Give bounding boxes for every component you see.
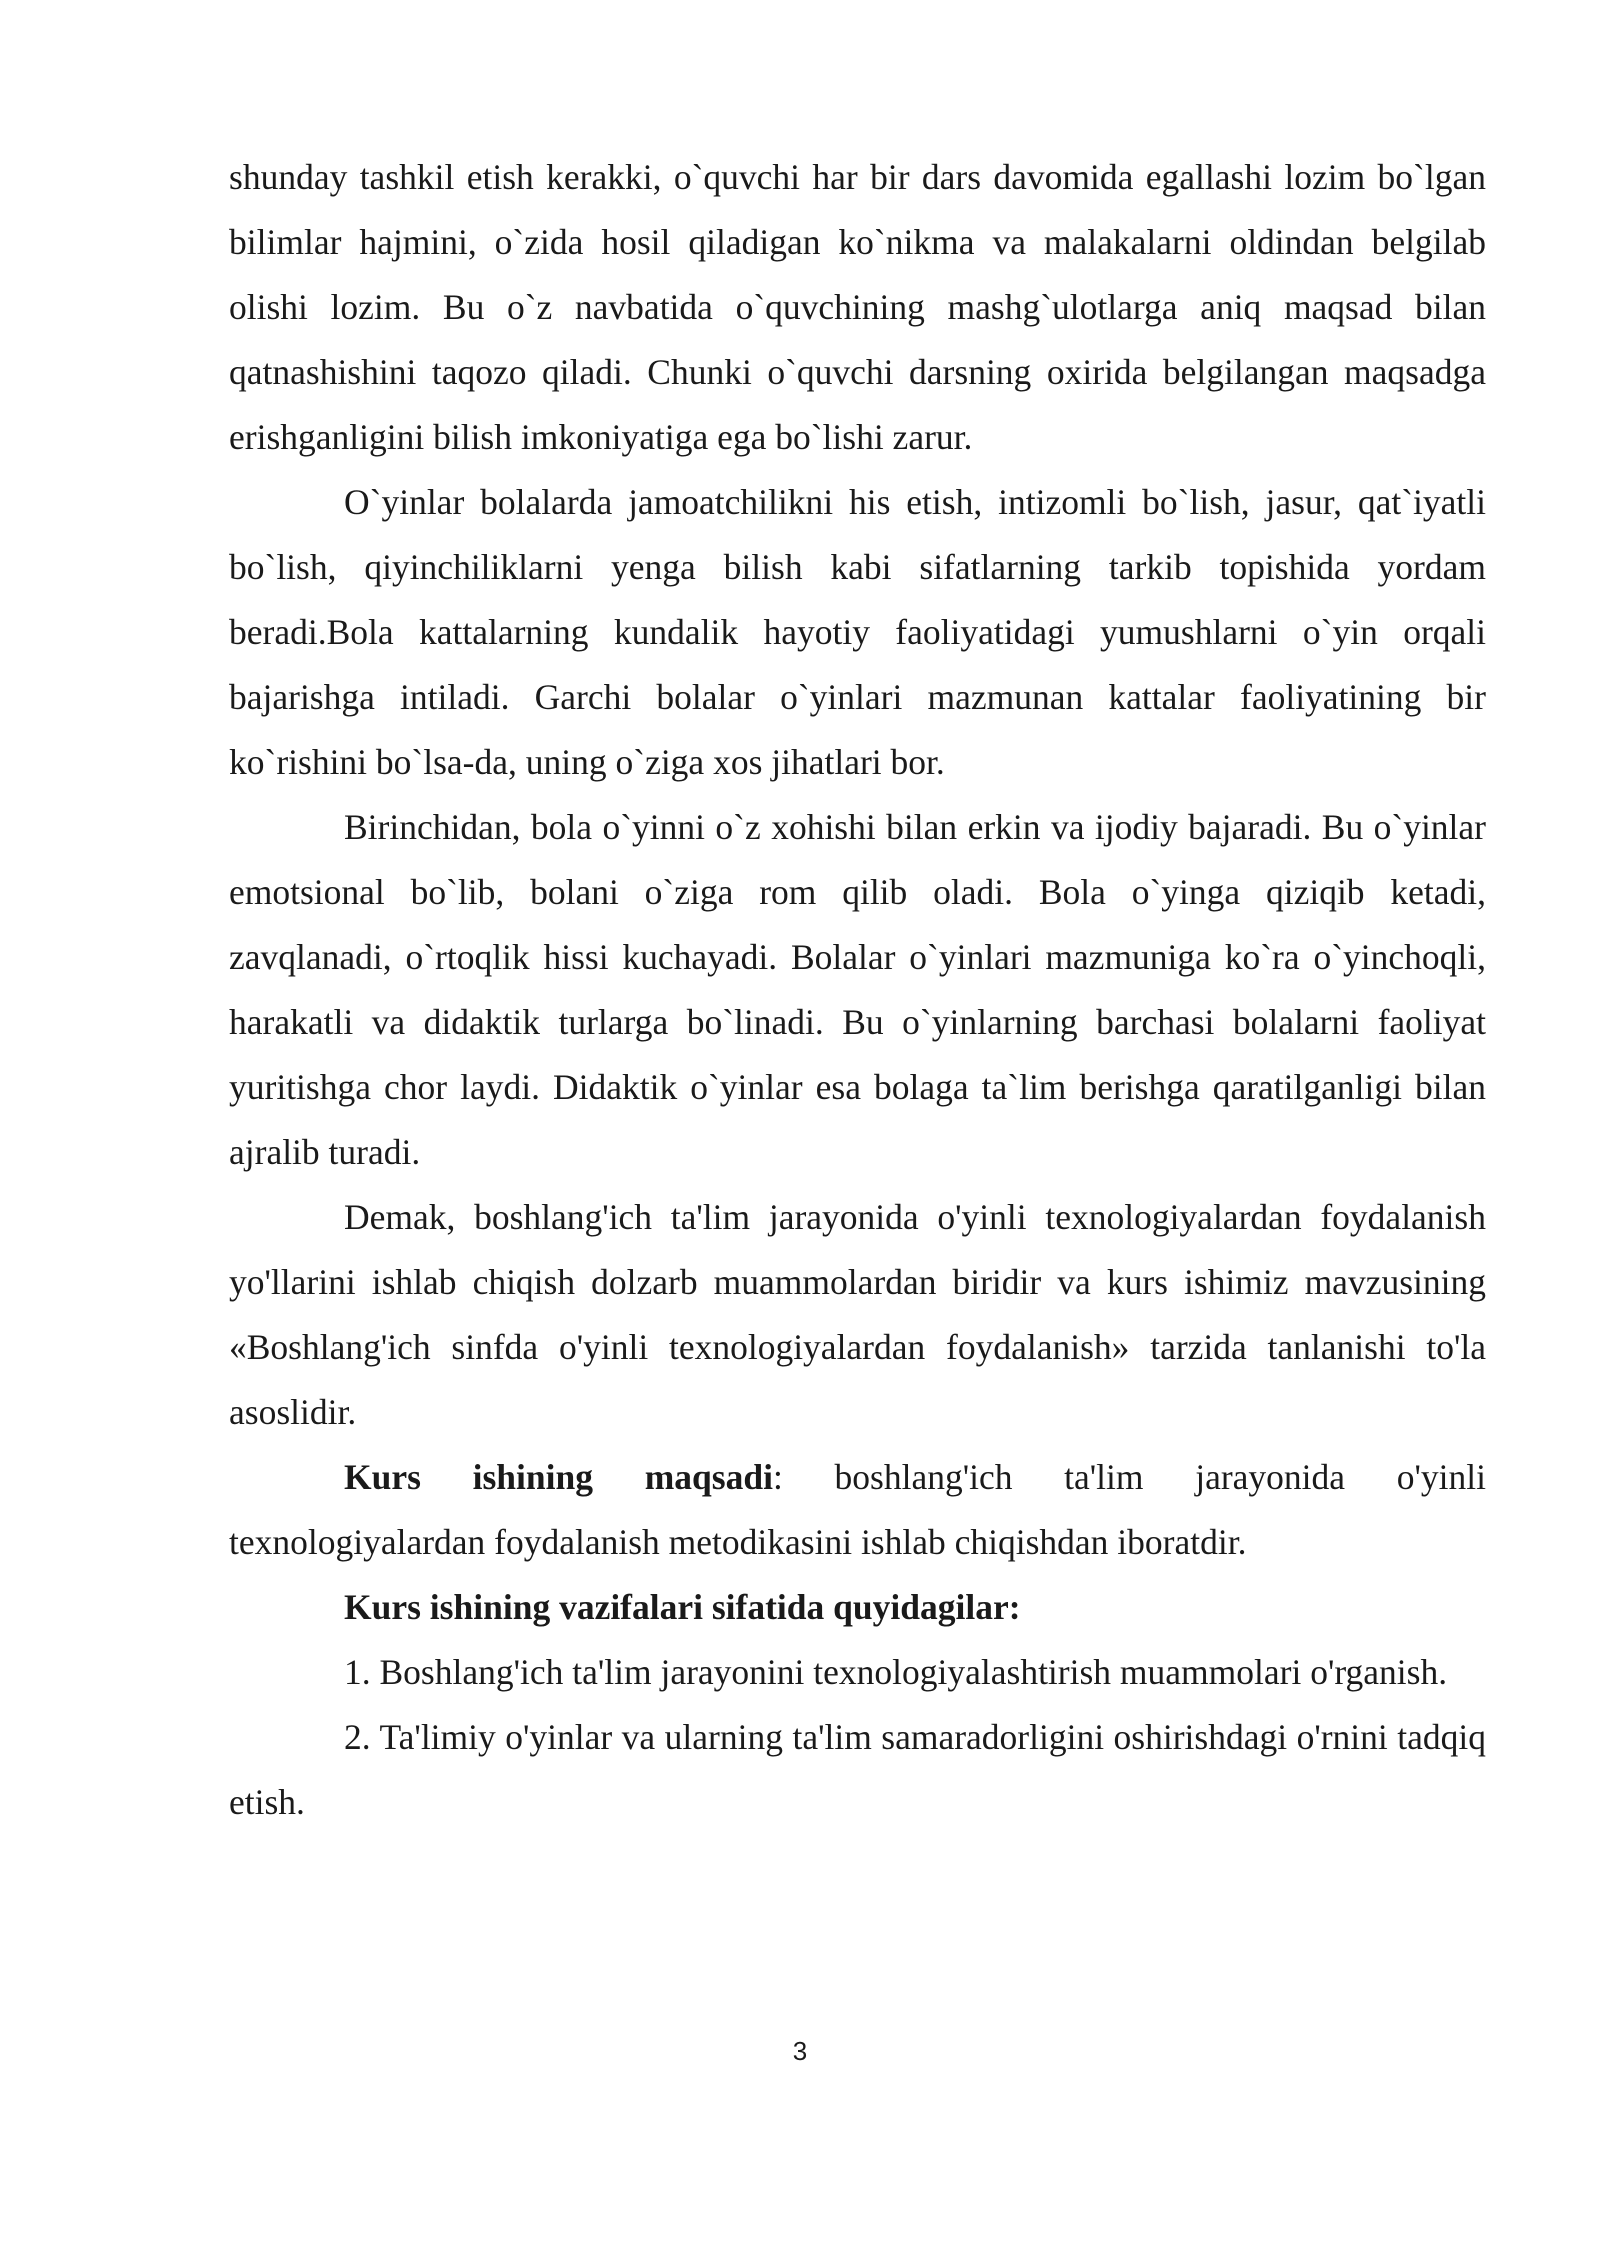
paragraph-3: Birinchidan, bola o`yinni o`z xohishi bilan erkin va ijodiy bajaradi. Bu o`yinlar emotsional bo`lib, bolani o`ziga rom qilib oladi. Bola o`yinga qiziqib ketadi, zavqlanadi, o`rtoqlik hissi kuchayadi. Bolalar o`yinlari mazmuniga ko`ra o`yinchoqli, harakatli va didaktik turlarga bo`linadi. Bu o`yinlarning barchasi bolalarni faoliyat yuritishga chor laydi. Didaktik o`yinlar esa bolaga ta`lim berishga qaratilganligi bilan ajralib turadi.: [229, 807, 1486, 1172]
task-item-1: 1. Boshlang'ich ta'lim jarayonini texnologiyalashtirish muammolari o'rganish.: [344, 1652, 1448, 1692]
paragraph-4: Demak, boshlang'ich ta'lim jarayonida o'yinli texnologiyalardan foydalanish yo'llarini ishlab chiqish dolzarb muammolardan biridir va kurs ishimiz mavzusining «Boshlang'ich sinfda o'yinli texnologiyalardan foydalanish» tarzida tanlanishi to'la asoslidir.: [229, 1197, 1486, 1432]
paragraph-2: O`yinlar bolalarda jamoatchilikni his etish, intizomli bo`lish, jasur, qat`iyatli bo`lish, qiyinchiliklarni yenga bilish kabi sifatlarning tarkib topishida yordam beradi.Bola kattalarning kundalik hayotiy faoliyatidagi yumushlarni o`yin orqali bajarishga intiladi. Garchi bolalar o`yinlari mazmunan kattalar faoliyatining bir ko`rishini bo`lsa-da, uning o`ziga xos jihatlari bor.: [229, 482, 1486, 782]
paragraph-1: shunday tashkil etish kerakki, o`quvchi har bir dars davomida egallashi lozim bo`lgan bilimlar hajmini, o`zida hosil qiladigan ko`nikma va malakalarni oldindan belgilab olishi lozim. Bu o`z navbatida o`quvchining mashg`ulotlarga aniq maqsad bilan qatnashishini taqozo qiladi. Chunki o`quvchi darsning oxirida belgilangan maqsadga erishganligini bilish imkoniyatiga ega bo`lishi zarur.: [229, 157, 1486, 457]
task-item-2: 2. Ta'limiy o'yinlar va ularning ta'lim samaradorligini oshirishdagi o'rnini tadqiq etish.: [229, 1717, 1486, 1822]
page-number: 3: [792, 2036, 808, 2066]
goal-text: : boshlang'ich ta'lim jarayonida o'yinli texnologiyalardan foydalanish metodikasini ishlab chiqishdan iboratdir.: [229, 1457, 1486, 1562]
document-body: [229, 145, 1486, 1835]
tasks-heading: Kurs ishining vazifalari sifatida quyidagilar:: [344, 1587, 1021, 1627]
goal-heading: Kurs ishining maqsadi: [344, 1457, 773, 1497]
paragraph-5-goal: [229, 1445, 1486, 1575]
